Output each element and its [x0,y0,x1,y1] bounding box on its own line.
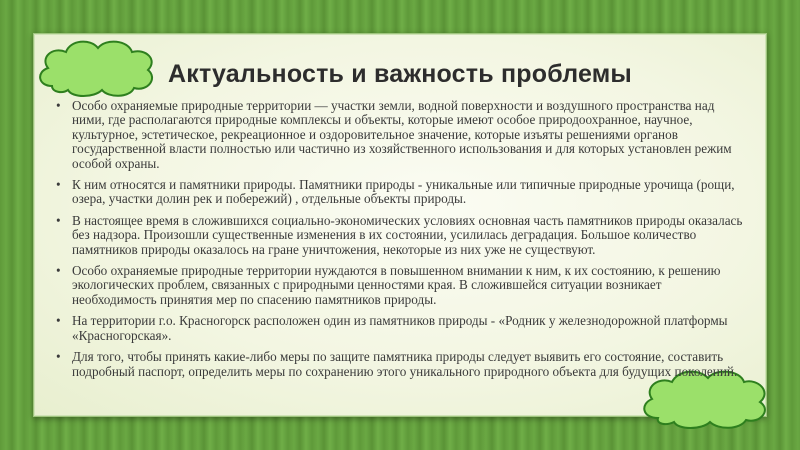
bullet-item [56,99,746,171]
bullet-icon: • [56,98,61,113]
bullet-item [56,178,746,207]
bullet-text: Особо охраняемые природные территории — участки земли, водной поверхности и воздушного пространства над ними, где располагаются природные комплексы и объекты, которые имеют особое природоохранное, научное, культурное, эстетическое, рекреационное и оздоровительное значение, которые изъяты решениями органов государственной власти полностью или частично из хозяйственного использования и для которых установлен режим особой охраны. [72,98,732,171]
bullet-text: Для того, чтобы принять какие-либо меры по защите памятника природы следует выявить его состояние, составить подробный паспорт, определить меры по сохранению этого уникального природного объекта для будущих поколений. [72,349,738,379]
slide-title: Актуальность и важность проблемы [168,60,632,88]
bullet-item [56,350,746,379]
bullet-icon: • [56,263,61,279]
bullet-text: Особо охраняемые природные территории нуждаются в повышенном внимании к ним, к их состоянию, к решению экологических проблем, связанных с природными ценностями края. В сложившейся ситуации возникает необходимость принятия мер по спасению памятников природы. [72,263,721,307]
bullet-text: На территории г.о. Красногорск расположен один из памятников природы - «Родник у железнодорожной платформы «Красногорская». [72,313,728,343]
bullet-item [56,314,746,343]
bullet-item [56,214,746,257]
bullet-icon: • [56,313,61,329]
bullet-text: В настоящее время в сложившихся социально-экономических условиях основная часть памятников природы оказалась без надзора. Произошли существенные изменения в их состоянии, усилилась деградация. Большое количество памятников природы оказалось на гране уничтожения, некоторые из них уже не существуют. [72,212,743,257]
bullet-item [56,264,746,307]
bullet-list [56,99,746,379]
bullet-icon: • [56,177,61,193]
bullet-text: К ним относятся и памятники природы. Памятники природы - уникальные или типичные природные урочища (рощи, озера, участки долин рек и побережий) , отдельные объекты природы. [72,177,735,207]
slide-body [56,99,746,386]
bullet-icon: • [56,349,61,365]
bullet-icon: • [56,212,61,228]
